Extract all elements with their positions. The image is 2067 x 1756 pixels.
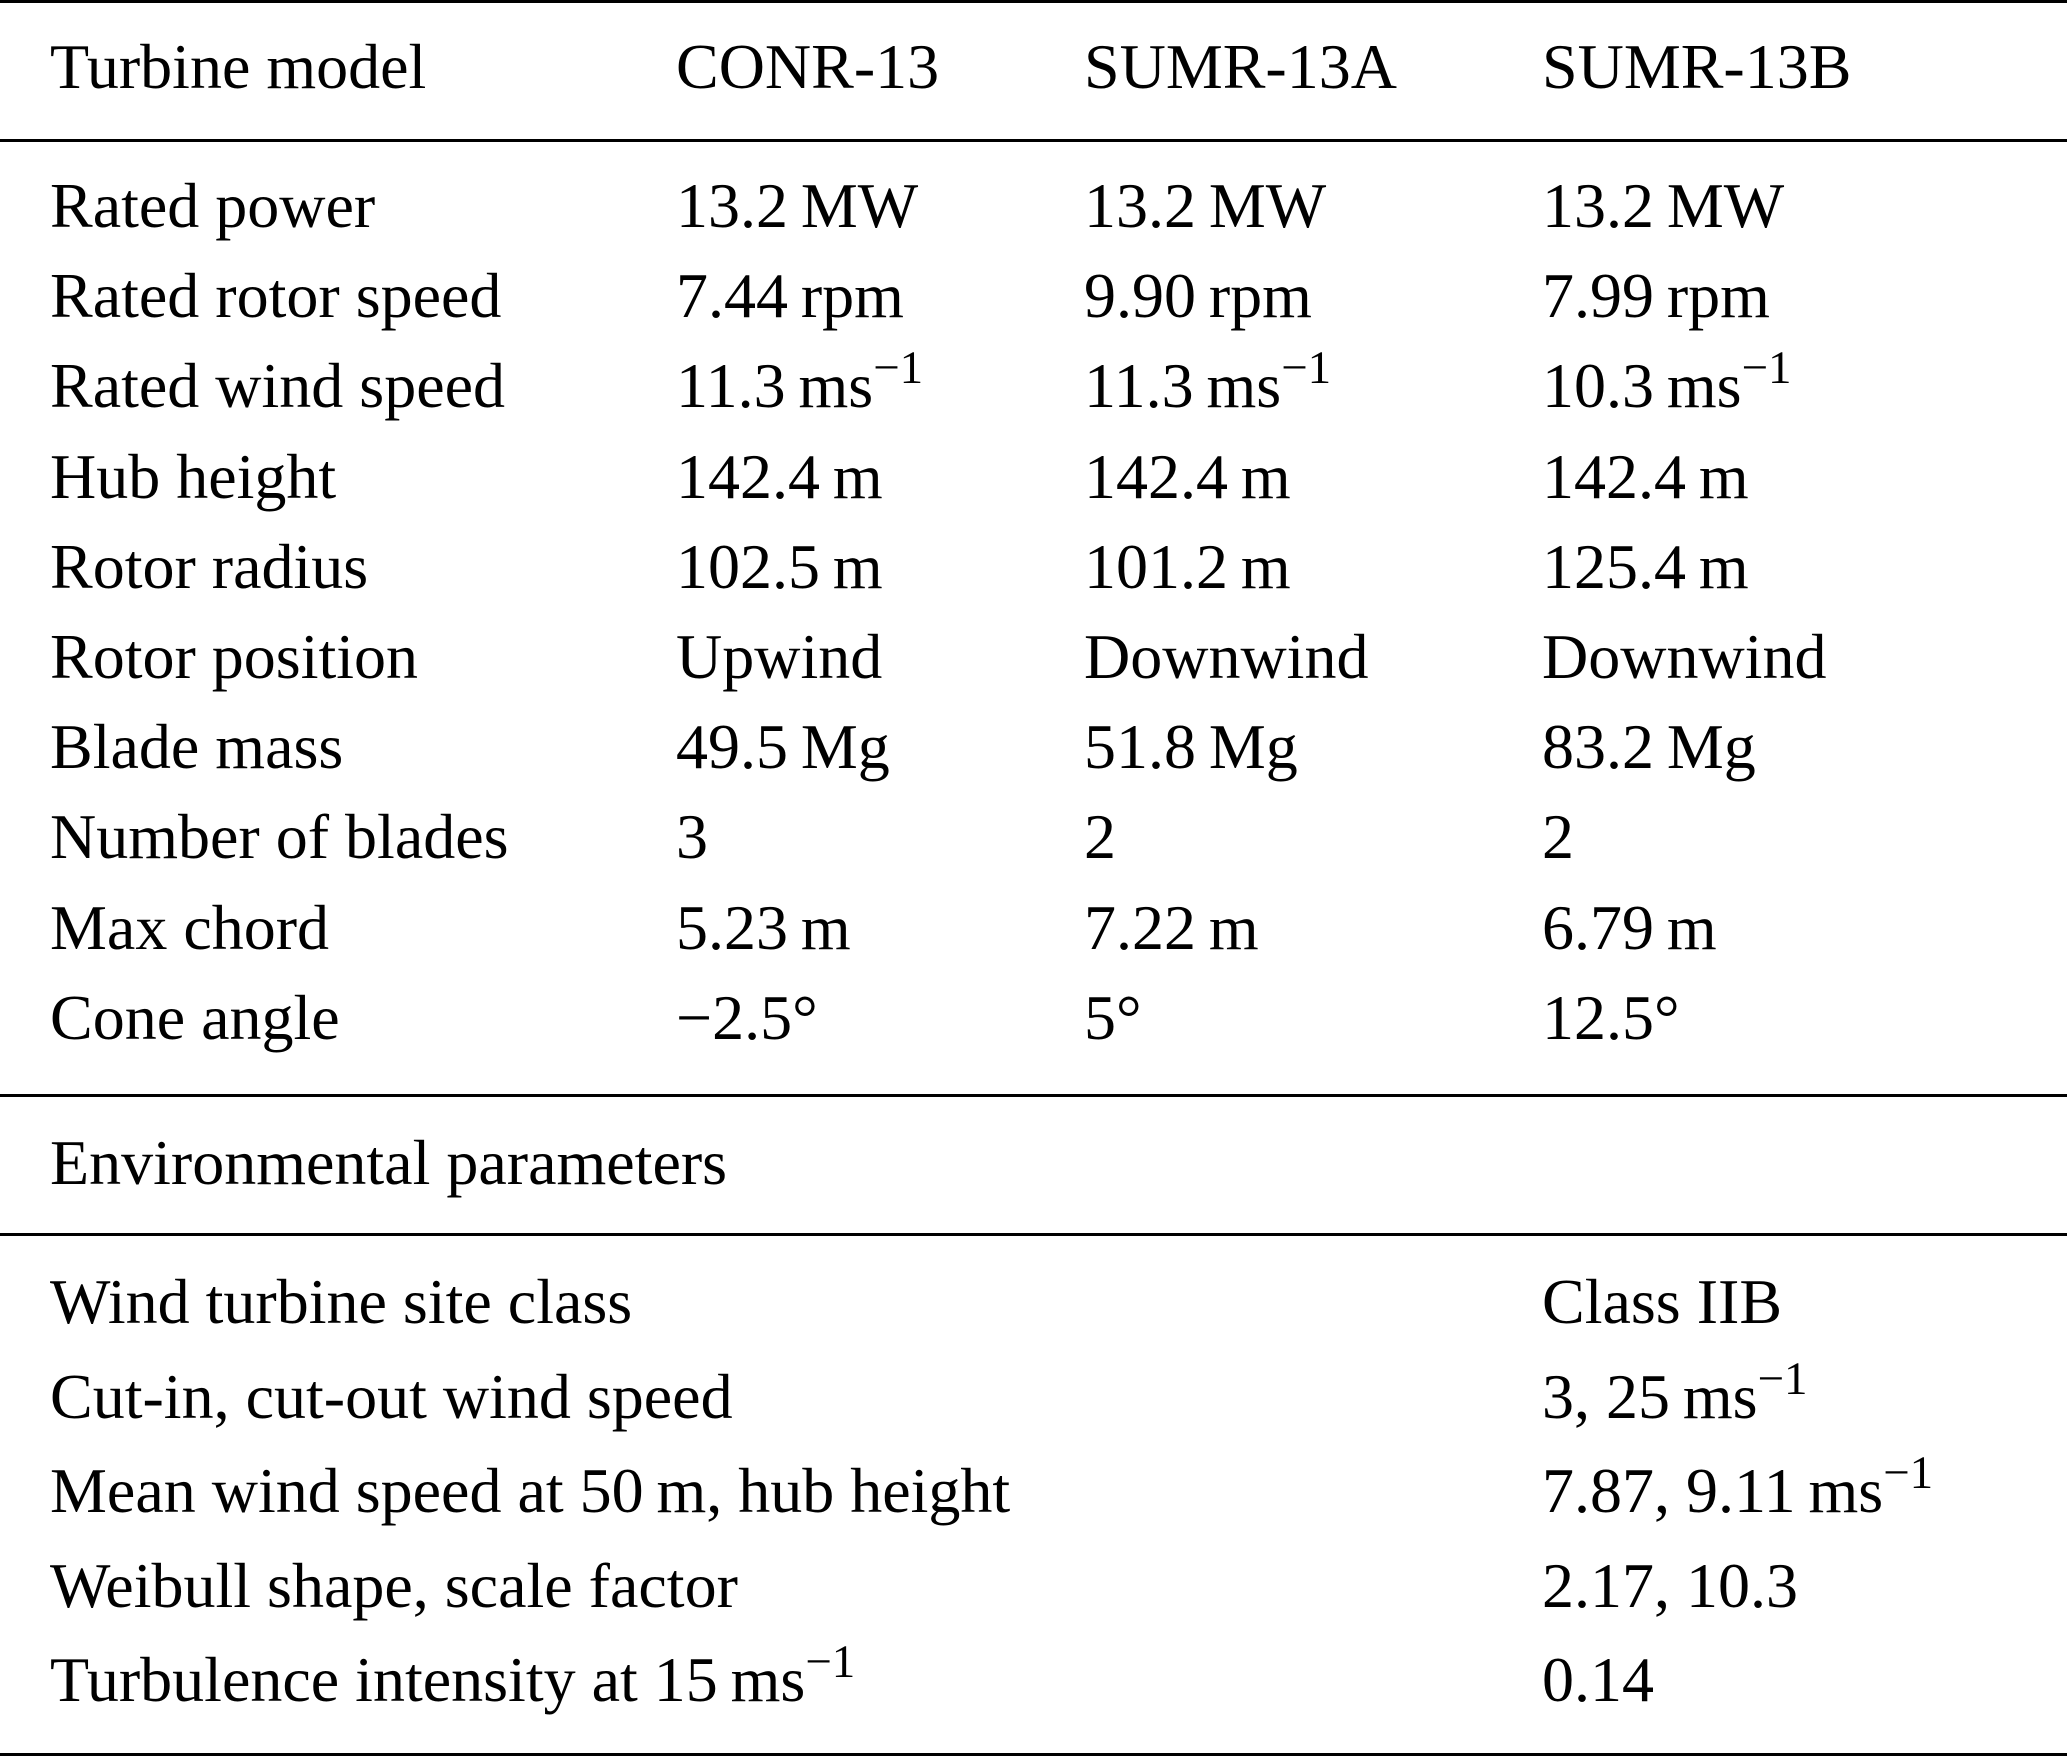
value-text: 12.5°	[1542, 982, 1680, 1053]
row-label: Rated wind speed	[50, 350, 505, 421]
value-text: −2.5°	[676, 982, 818, 1053]
row-value	[676, 341, 923, 437]
label-text: Cut-in, cut-out wind speed	[50, 1361, 733, 1432]
row-label: Number of blades	[50, 801, 509, 872]
unit-exponent: −1	[1883, 1447, 1934, 1499]
row-value	[1542, 973, 1680, 1063]
value-text: Class IIB	[1542, 1266, 1782, 1337]
row-value	[1542, 522, 1749, 612]
value-text: Downwind	[1542, 621, 1827, 692]
value-text: 83.2 Mg	[1542, 711, 1756, 782]
label-text: Mean wind speed at 50 m, hub height	[50, 1455, 1011, 1526]
top-rule	[0, 0, 2067, 3]
row-value	[676, 883, 851, 973]
section-rule	[0, 1094, 2067, 1097]
value-text: 0.14	[1542, 1644, 1654, 1715]
value-text: 102.5 m	[676, 531, 883, 602]
row-value	[1084, 161, 1326, 251]
table-row	[0, 792, 2067, 882]
row-value	[1084, 522, 1291, 612]
row-value	[676, 522, 883, 612]
row-value	[676, 973, 818, 1063]
row-label: Cone angle	[50, 982, 340, 1053]
table-row	[0, 1541, 2067, 1631]
value-text: Downwind	[1084, 621, 1369, 692]
row-label: Hub height	[50, 441, 337, 512]
value-text: 125.4 m	[1542, 531, 1749, 602]
value-text: 7.44 rpm	[676, 260, 904, 331]
value-text: 10.3 ms	[1542, 350, 1742, 421]
table-row	[0, 1446, 2067, 1536]
value-text: 51.8 Mg	[1084, 711, 1298, 782]
value-text: 142.4 m	[676, 441, 883, 512]
value-text: 101.2 m	[1084, 531, 1291, 602]
environment-header-row	[0, 1118, 2067, 1208]
row-value	[1084, 702, 1298, 792]
table-row	[0, 161, 2067, 251]
row-label: Blade mass	[50, 711, 344, 782]
table-row	[0, 341, 2067, 431]
row-label	[50, 1352, 733, 1442]
row-value	[676, 161, 918, 251]
label-text: Weibull shape, scale factor	[50, 1550, 738, 1621]
environment-header: Environmental parameters	[50, 1127, 728, 1198]
row-value	[1084, 251, 1312, 341]
row-label: Max chord	[50, 892, 330, 963]
row-value	[1084, 883, 1259, 973]
row-value	[1542, 883, 1717, 973]
row-label	[50, 1541, 738, 1631]
unit-exponent: −1	[1757, 1353, 1808, 1405]
row-value	[1542, 1257, 1782, 1347]
table-row	[0, 432, 2067, 522]
row-label: Rotor position	[50, 621, 419, 692]
environment-header-rule	[0, 1233, 2067, 1236]
row-value	[1542, 702, 1756, 792]
table-row	[0, 883, 2067, 973]
table-row	[0, 522, 2067, 612]
row-label: Rated power	[50, 170, 376, 241]
row-value	[1542, 1446, 1933, 1542]
row-label: Rotor radius	[50, 531, 369, 602]
row-value	[1084, 432, 1291, 522]
row-value	[1542, 161, 1784, 251]
table-row	[0, 1352, 2067, 1442]
value-text: Upwind	[676, 621, 883, 692]
value-text: 5°	[1084, 982, 1142, 1053]
header-rule	[0, 139, 2067, 142]
row-value	[1542, 1541, 1798, 1631]
value-text: 7.22 m	[1084, 892, 1259, 963]
row-value	[1084, 612, 1368, 702]
value-text: 5.23 m	[676, 892, 851, 963]
row-value	[1542, 612, 1826, 702]
row-label	[50, 1635, 855, 1731]
label-text: Wind turbine site class	[50, 1266, 633, 1337]
table-row	[0, 1635, 2067, 1725]
header-model-conr13: CONR-13	[676, 31, 940, 102]
row-value	[676, 612, 882, 702]
unit-exponent: −1	[805, 1636, 856, 1688]
value-text: 13.2 MW	[1084, 170, 1327, 241]
value-text: 7.87, 9.11 ms	[1542, 1455, 1884, 1526]
row-value	[1084, 341, 1331, 437]
value-text: 3	[676, 801, 708, 872]
row-value	[676, 251, 904, 341]
value-text: 2.17, 10.3	[1542, 1550, 1798, 1621]
label-text: Turbulence intensity at 15 ms	[50, 1644, 806, 1715]
row-value	[676, 792, 708, 882]
table-row	[0, 251, 2067, 341]
row-label: Rated rotor speed	[50, 260, 502, 331]
value-text: 11.3 ms	[676, 350, 874, 421]
row-value	[1542, 251, 1770, 341]
header-model-sumr13b: SUMR-13B	[1542, 31, 1852, 102]
value-text: 7.99 rpm	[1542, 260, 1770, 331]
row-value	[1084, 973, 1142, 1063]
value-text: 2	[1542, 801, 1574, 872]
row-value	[1542, 1635, 1654, 1725]
value-text: 13.2 MW	[676, 170, 919, 241]
value-text: 3, 25 ms	[1542, 1361, 1758, 1432]
row-value	[1542, 341, 1792, 437]
value-text: 6.79 m	[1542, 892, 1717, 963]
table-row	[0, 1257, 2067, 1347]
row-label	[50, 1446, 1010, 1536]
value-text: 49.5 Mg	[676, 711, 890, 782]
unit-exponent: −1	[873, 342, 924, 394]
value-text: 13.2 MW	[1542, 170, 1785, 241]
table-row	[0, 702, 2067, 792]
header-label: Turbine model	[50, 31, 427, 102]
table-row	[0, 612, 2067, 702]
row-value	[1542, 432, 1749, 522]
row-label	[50, 1257, 632, 1347]
header-model-sumr13a: SUMR-13A	[1084, 31, 1397, 102]
unit-exponent: −1	[1281, 342, 1332, 394]
value-text: 2	[1084, 801, 1116, 872]
row-value	[1542, 1352, 1808, 1448]
value-text: 9.90 rpm	[1084, 260, 1312, 331]
row-value	[676, 702, 890, 792]
unit-exponent: −1	[1741, 342, 1792, 394]
header-row	[0, 22, 2067, 112]
table-row	[0, 973, 2067, 1063]
row-value	[676, 432, 883, 522]
value-text: 142.4 m	[1084, 441, 1291, 512]
row-value	[1542, 792, 1574, 882]
value-text: 142.4 m	[1542, 441, 1749, 512]
row-value	[1084, 792, 1116, 882]
value-text: 11.3 ms	[1084, 350, 1282, 421]
